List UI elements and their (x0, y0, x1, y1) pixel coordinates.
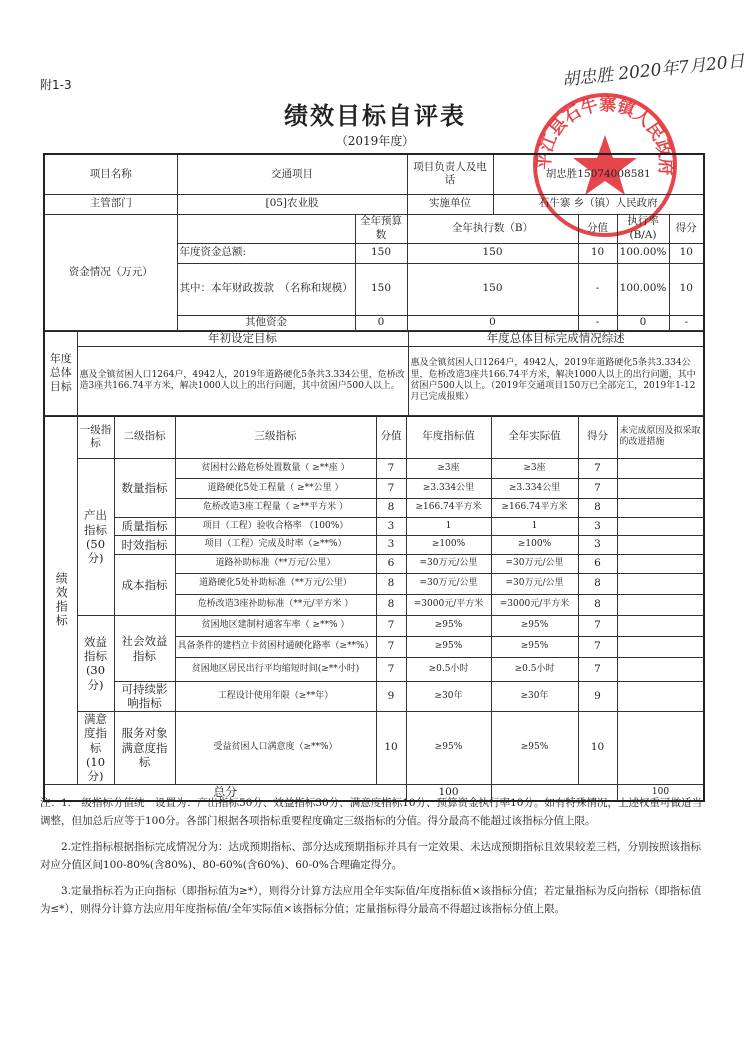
funds-row-rate: 100.00% (617, 243, 669, 263)
indicator-value: 8 (376, 499, 406, 518)
indicator-value: 9 (376, 682, 406, 712)
project-name: 交通项目 (177, 154, 407, 194)
owner-label: 项目负责人及电话 (407, 154, 493, 194)
l2-indicator: 质量指标 (114, 518, 175, 536)
funds-row-score-value: - (578, 263, 617, 315)
value-header: 分值 (376, 416, 406, 459)
indicator-value: 6 (376, 555, 406, 574)
l2-indicator: 社会效益指标 (114, 616, 175, 682)
indicator-target: ≥95% (406, 616, 491, 637)
initial-goal-text: 惠及全镇贫困人口1264户，4942人，2019年道路硬化5条共3.334公里，危桥改造3座共166.74平方米，解决1000人以上的出行问题，其中贫困户500人以上。 (77, 347, 408, 416)
indicator-score: 7 (578, 616, 617, 637)
funds-row-score-value: 10 (578, 243, 617, 263)
indicator-actual: ≥95% (491, 637, 578, 658)
indicator-score: 8 (578, 595, 617, 616)
funds-row-rate: 100.00% (617, 263, 669, 315)
indicator-score: 7 (578, 637, 617, 658)
summary-text: 惠及全镇贫困人口1264户，4942人，2019年道路硬化5条共3.334公里，危桥改造3座共166.74平方米，解决1000人以上的出行问题，其中贫困户500人以上。（2019年交通项目150万已全部完工，2019年1-12月已完成报账） (408, 347, 704, 416)
indicator-row (44, 616, 704, 637)
l3-indicator: 道路硬化5处工程量（ ≥**公里 ） (175, 479, 376, 499)
score-header: 得分 (578, 416, 617, 459)
l2-indicator: 可持续影响指标 (114, 682, 175, 712)
funds-row-score: - (669, 315, 704, 331)
l3-indicator: 危桥改造3座工程量（ ≥**平方米 ） (175, 499, 376, 518)
l1-indicator: 效益指标(30分) (77, 616, 114, 712)
indicator-value: 7 (376, 479, 406, 499)
indicator-actual: ≥95% (491, 711, 578, 784)
indicator-target: ≥3.334公里 (406, 479, 491, 499)
indicator-actual: ≥3座 (491, 459, 578, 479)
initial-goal-header: 年初设定目标 (77, 331, 408, 347)
indicator-actual: ≥30年 (491, 682, 578, 712)
indicator-row (44, 555, 704, 574)
indicator-reason (617, 682, 704, 712)
indicator-actual: ≥3.334公里 (491, 479, 578, 499)
l1-indicator: 满意度指标(10分) (77, 711, 114, 784)
indicator-row (44, 536, 704, 555)
total-label: 总分 (44, 784, 406, 801)
l1-indicator: 产出指标(50分) (77, 459, 114, 616)
reason-header: 未完成原因及拟采取的改进措施 (617, 416, 704, 459)
year-subtitle: （2019年度） (335, 134, 415, 148)
indicator-row (44, 518, 704, 536)
funds-row-budget: 150 (355, 263, 407, 315)
funds-row-exec: 150 (407, 243, 578, 263)
l3-indicator: 受益贫困人口满意度（≥**%） (175, 711, 376, 784)
l3-header: 三级指标 (175, 416, 376, 459)
indicator-reason (617, 536, 704, 555)
funds-row-exec: 0 (407, 315, 578, 331)
handwritten-signature: 胡忠胜 2020年7月20日 (561, 51, 746, 91)
dept-label: 主管部门 (44, 194, 177, 214)
indicator-actual: =3000元/平方米 (491, 595, 578, 616)
goals-label: 年度总体目标 (44, 331, 77, 416)
indicator-actual: ≥0.5小时 (491, 658, 578, 682)
indicator-score: 6 (578, 555, 617, 574)
indicator-value: 8 (376, 574, 406, 595)
notes (40, 794, 705, 926)
indicator-target: 1 (406, 518, 491, 536)
indicator-row (44, 711, 704, 784)
indicator-reason (617, 518, 704, 536)
exec-header: 全年执行数（B） (407, 214, 578, 243)
rate-header: 执行率(B/A) (617, 214, 669, 243)
l2-indicator: 服务对象满意度指标 (114, 711, 175, 784)
total-value: 100 (406, 784, 491, 801)
target-header: 年度指标值 (406, 416, 491, 459)
indicator-score: 3 (578, 536, 617, 555)
indicator-score: 3 (578, 518, 617, 536)
impl-value: 石牛寨 乡（镇）人民政府 (493, 194, 704, 214)
summary-header: 年度总体目标完成情况综述 (408, 331, 704, 347)
l2-indicator: 时效指标 (114, 536, 175, 555)
l3-indicator: 具备条件的建档立卡贫困村通硬化路率（≥**%） (175, 637, 376, 658)
indicator-actual: =30万元/公里 (491, 555, 578, 574)
indicator-reason (617, 499, 704, 518)
indicator-value: 7 (376, 658, 406, 682)
budget-header: 全年预算数 (355, 214, 407, 243)
indicator-actual: 1 (491, 518, 578, 536)
indicator-target: ≥3座 (406, 459, 491, 479)
indicator-value: 10 (376, 711, 406, 784)
indicator-reason (617, 616, 704, 637)
indicator-score: 8 (578, 499, 617, 518)
score-value-header: 分值 (578, 214, 617, 243)
indicator-value: 3 (376, 518, 406, 536)
indicator-target: ≥95% (406, 637, 491, 658)
funds-row-name: 其他资金 (177, 315, 355, 331)
indicator-target: =3000元/平方米 (406, 595, 491, 616)
note-3: 3.定量指标若为正向指标（即指标值为≥*），则得分计算方法应用全年实际值/年度指标值×该指标分值；若定量指标为反向指标（即指标值为≤*），则得分计算方法应用年度指标值/全年实际值×该指标分值；定量指标得分最高不得超过该指标分值上限。 (40, 885, 702, 915)
l3-indicator: 危桥改造3座补助标准（**元/平方米 ） (175, 595, 376, 616)
goals-table (43, 330, 705, 417)
total-score: 100 (617, 784, 704, 801)
indicator-reason (617, 479, 704, 499)
l3-indicator: 贫困地区建制村通客车率（ ≥**% ） (175, 616, 376, 637)
funds-row-name: 其中：本年财政拨款 （名称和规模） (177, 263, 355, 315)
indicator-value: 8 (376, 595, 406, 616)
l3-indicator: 贫困村公路危桥处置数量（ ≥**座 ） (175, 459, 376, 479)
indicator-target: ≥0.5小时 (406, 658, 491, 682)
funds-row-budget: 0 (355, 315, 407, 331)
indicator-target: ≥95% (406, 711, 491, 784)
indicator-actual: ≥95% (491, 616, 578, 637)
indicators-table (43, 415, 705, 802)
dept-value: [05]农业股 (177, 194, 407, 214)
actual-header: 全年实际值 (491, 416, 578, 459)
indicator-score: 9 (578, 682, 617, 712)
indicator-actual: =30万元/公里 (491, 574, 578, 595)
l2-indicator: 数量指标 (114, 459, 175, 518)
indicator-value: 7 (376, 459, 406, 479)
indicator-reason (617, 555, 704, 574)
indicator-target: =30万元/公里 (406, 574, 491, 595)
funds-row-name: 年度资金总额: (177, 243, 355, 263)
indicator-value: 7 (376, 637, 406, 658)
page-title: 绩效目标自评表 (284, 101, 466, 130)
funds-label: 资金情况（万元） (44, 214, 177, 331)
indicator-reason (617, 658, 704, 682)
indicators-label: 绩效指标 (44, 416, 77, 785)
owner-value: 胡忠胜15074008581 (493, 154, 704, 194)
indicator-reason (617, 711, 704, 784)
l1-header: 一级指标 (77, 416, 114, 459)
indicator-target: ≥166.74平方米 (406, 499, 491, 518)
total-row (44, 784, 704, 801)
funds-row-rate: 0 (617, 315, 669, 331)
l3-indicator: 道路硬化5处补助标准（**万元/公里） (175, 574, 376, 595)
funds-row-score: 10 (669, 243, 704, 263)
indicator-value: 3 (376, 536, 406, 555)
total-blank (491, 784, 617, 801)
annex-label: 附1-3 (40, 78, 72, 92)
indicator-reason (617, 595, 704, 616)
l3-indicator: 项目（工程）验收合格率 （100%） (175, 518, 376, 536)
indicator-actual: ≥100% (491, 536, 578, 555)
indicator-score: 8 (578, 574, 617, 595)
note-1: 注：1.一级指标分值统一设置为：产出指标50分、效益指标30分、满意度指标10分、预算资金执行率10分。如有特殊情况，上述权重可做适当调整，但加总后应等于100分。各部门根据各项指标重要程度确定三级指标的分值。得分最高不能超过该指标分值上限。 (40, 797, 702, 827)
indicator-score: 7 (578, 658, 617, 682)
impl-label: 实施单位 (407, 194, 493, 214)
indicator-reason (617, 637, 704, 658)
l3-indicator: 项目（工程）完成及时率（≥**%） (175, 536, 376, 555)
indicator-row (44, 682, 704, 712)
l3-indicator: 工程设计使用年限（≥**年） (175, 682, 376, 712)
indicator-actual: ≥166.74平方米 (491, 499, 578, 518)
indicator-target: =30万元/公里 (406, 555, 491, 574)
funds-blank-header (177, 214, 355, 243)
indicator-target: ≥30年 (406, 682, 491, 712)
indicator-row (44, 459, 704, 479)
indicator-reason (617, 459, 704, 479)
indicator-value: 7 (376, 616, 406, 637)
funds-row-score: 10 (669, 263, 704, 315)
note-2: 2.定性指标根据指标完成情况分为：达成预期指标、部分达成预期指标并具有一定效果、未达成预期指标且效果较差三档，分别按照该指标对应分值区间100-80%(含80%)、80-60%(含60%)、60-0%合理确定得分。 (40, 841, 702, 871)
l2-header: 二级指标 (114, 416, 175, 459)
svg-text:平江县石牛寨镇人民政府: 平江县石牛寨镇人民政府 (534, 94, 676, 176)
l3-indicator: 贫困地区居民出行平均缩短时间(≥**小时) (175, 658, 376, 682)
l2-indicator: 成本指标 (114, 555, 175, 616)
info-funds-table (43, 153, 705, 332)
indicator-score: 7 (578, 479, 617, 499)
indicator-score: 7 (578, 459, 617, 479)
score-header: 得分 (669, 214, 704, 243)
funds-row-exec: 150 (407, 263, 578, 315)
project-name-label: 项目名称 (44, 154, 177, 194)
funds-row-score-value: - (578, 315, 617, 331)
l3-indicator: 道路补助标准（**万元/公里） (175, 555, 376, 574)
indicator-reason (617, 574, 704, 595)
indicator-target: ≥100% (406, 536, 491, 555)
funds-row-budget: 150 (355, 243, 407, 263)
indicator-score: 10 (578, 711, 617, 784)
